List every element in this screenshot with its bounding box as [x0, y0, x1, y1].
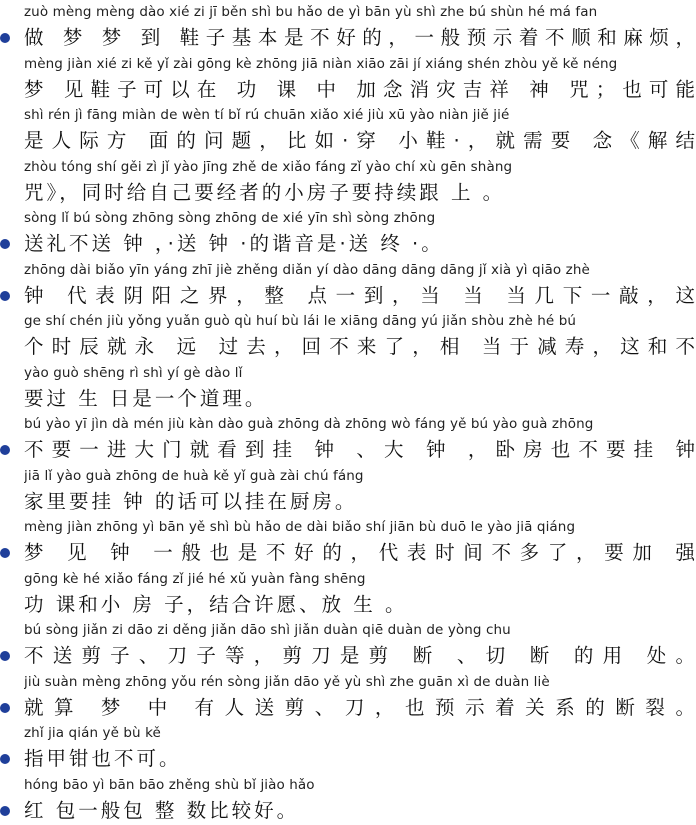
hanzi-line: 不送剪子、刀子等，剪刀是剪 断 、切 断 的用 处。 [24, 644, 696, 667]
bullet-dot-icon [0, 291, 10, 301]
pinyin-line: hóng bāo yì bān bāo zhěng shù bǐ jiào hǎo [24, 776, 315, 793]
hanzi-line: 就算 梦 中 有人送剪、刀，也预示着关系的断裂。 [24, 695, 696, 719]
hanzi-line: 个时辰就永 远 过去，回不来了，相 当于减寿，这和不 [24, 335, 696, 358]
bullet-dot-icon [0, 33, 10, 43]
pinyin-line: jiù suàn mèng zhōng yǒu rén sòng jiǎn dāo yě yù shì zhe guān xì de duàn liè [24, 673, 550, 690]
pinyin-line: jiā lǐ yào guà zhōng de huà kě yǐ guà zài chú fáng [24, 467, 364, 484]
list-item [0, 515, 696, 618]
annotated-line [24, 361, 696, 413]
bullet-dot-icon [0, 239, 10, 249]
hanzi-line: 要过 生 日是一个道理。 [24, 386, 268, 410]
annotated-line [24, 618, 696, 670]
pinyin-line: gōng kè hé xiǎo fáng zǐ jié hé xǔ yuàn fàng shēng [24, 570, 366, 587]
pinyin-line: zhòu tóng shí gěi zì jǐ yào jīng zhě de xiǎo fáng zǐ yào chí xù gēn shàng [24, 158, 513, 175]
annotated-line [24, 0, 696, 52]
hanzi-line: 指甲钳也不可。 [24, 747, 182, 770]
annotated-line [24, 52, 696, 104]
hanzi-line: 梦 见鞋子可以在 功 课 中 加念消灾吉祥 神 咒；也可能 [24, 77, 696, 101]
list-item [0, 412, 696, 515]
list-item [0, 773, 696, 825]
pinyin-line: mèng jiàn xié zi kě yǐ zài gōng kè zhōng jiā niàn xiāo zāi jí xiáng shén zhòu yě kě néng [24, 55, 618, 72]
hanzi-line: 梦 见 钟 一般也是不好的，代表时间不多了，要加 强 [24, 541, 696, 564]
hanzi-line: 咒》，同时给自己要经者的小房子要持续跟 上 。 [24, 180, 506, 204]
pinyin-line: sòng lǐ bú sòng zhōng sòng zhōng de xié yīn shì sòng zhōng [24, 210, 436, 226]
annotated-line [24, 412, 696, 464]
pinyin-line: ge shí chén jiù yǒng yuǎn guò qù huí bù lái le xiāng dāng yú jiǎn shòu zhè hé bú [24, 313, 577, 329]
pinyin-line: zuò mèng mèng dào xié zi jī běn shì bu hǎo de yì bān yù shì zhe bú shùn hé má fan [24, 4, 598, 20]
pinyin-line: zhōng dài biǎo yīn yáng zhī jiè zhěng diǎn yí dào dāng dāng dāng jǐ xià yì qiāo zhè [24, 261, 590, 278]
list-item [0, 258, 696, 413]
pinyin-line: bú sòng jiǎn zi dāo zi děng jiǎn dāo shì jiǎn duàn qiē duàn de yòng chu [24, 622, 511, 638]
annotated-line [24, 773, 696, 825]
hanzi-line: 红 包一般包 整 数比较好。 [24, 798, 300, 822]
annotated-line [24, 309, 696, 361]
annotated-line [24, 155, 696, 207]
annotated-line [24, 258, 696, 310]
list-item [0, 721, 696, 773]
hanzi-line: 钟 代表阴阳之界，整 点一到，当 当 当几下一敲，这 [24, 283, 696, 307]
bullet-dot-icon [0, 806, 10, 816]
hanzi-line: 做 梦 梦 到 鞋子基本是不好的，一般预示着不顺和麻烦， [24, 26, 696, 49]
annotated-line [24, 464, 696, 516]
pinyin-line: zhǐ jia qián yě bù kě [24, 725, 161, 741]
bullet-dot-icon [0, 703, 10, 713]
pinyin-line: bú yào yī jìn dà mén jiù kàn dào guà zhōng dà zhōng wò fáng yě bú yào guà zhōng [24, 416, 594, 432]
annotated-line [24, 515, 696, 567]
bullet-dot-icon [0, 445, 10, 455]
hanzi-line: 不要一进大门就看到挂 钟 、大 钟 ，卧房也不要挂 钟 [24, 438, 696, 461]
pinyin-line: yào guò shēng rì shì yí gè dào lǐ [24, 364, 243, 381]
annotated-line [24, 670, 696, 722]
hanzi-line: 家里要挂 钟 的话可以挂在厨房。 [24, 489, 358, 513]
hanzi-line: 送礼不送 钟 ，·送 钟 ·的谐音是·送 终 ·。 [24, 232, 444, 255]
list-item [0, 0, 696, 206]
list-item [0, 206, 696, 258]
bullet-dot-icon [0, 754, 10, 764]
annotated-line [24, 567, 696, 619]
annotated-line [24, 721, 696, 773]
pinyin-line: shì rén jì fāng miàn de wèn tí bǐ rú chuān xiǎo xié jiù xū yào niàn jiě jié [24, 107, 510, 123]
pinyin-line: mèng jiàn zhōng yì bān yě shì bù hǎo de dài biǎo shí jiān bù duō le yào jiā qiáng [24, 519, 576, 535]
annotated-line [24, 206, 696, 258]
hanzi-line: 是人际方 面的问题，比如·穿 小鞋·，就需要 念《解结 [24, 129, 696, 152]
hanzi-line: 功 课和小 房 子，结合许愿、放 生 。 [24, 592, 408, 616]
list-item [0, 618, 696, 670]
bullet-dot-icon [0, 548, 10, 558]
bullet-dot-icon [0, 651, 10, 661]
list-item [0, 670, 696, 722]
annotated-line [24, 103, 696, 155]
